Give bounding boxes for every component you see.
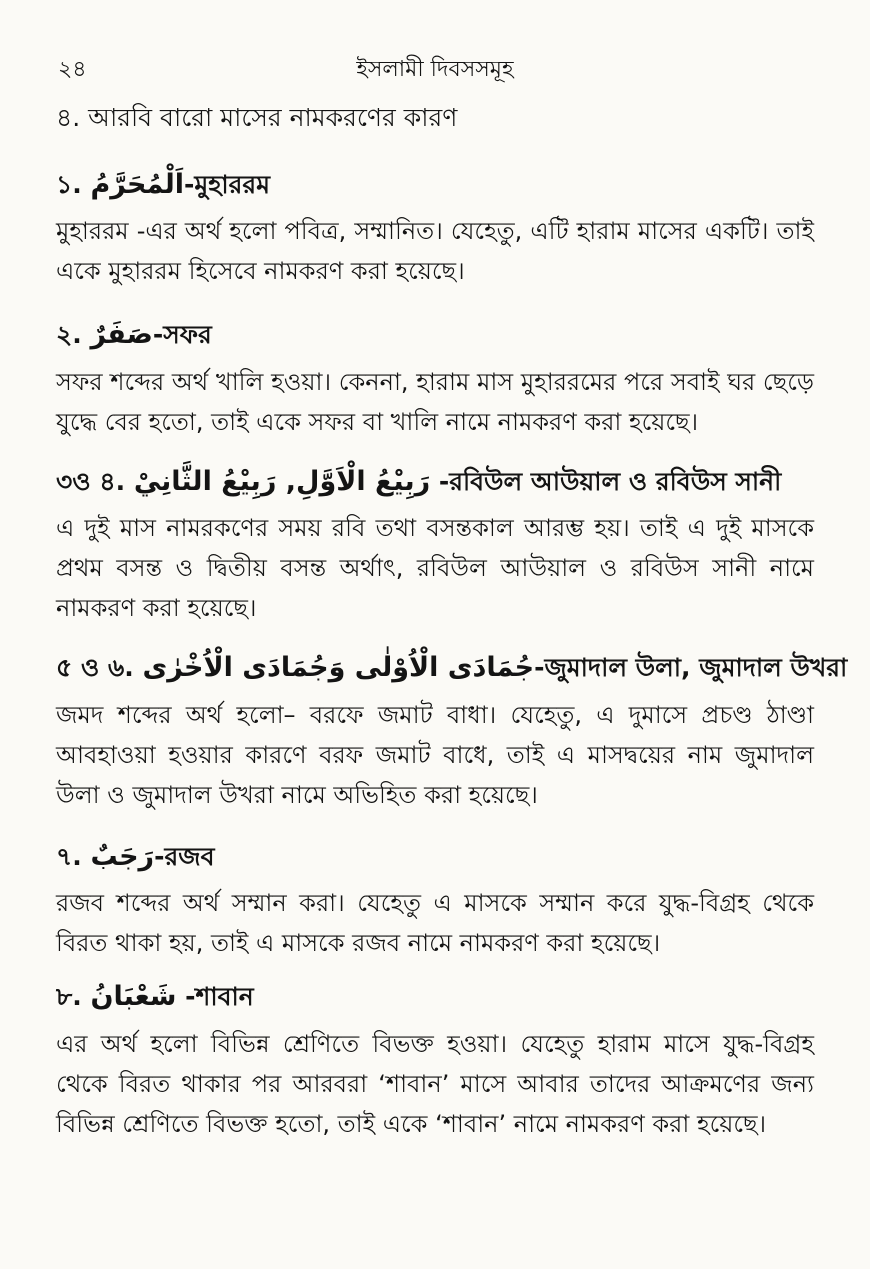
section-number: ৮.: [56, 982, 82, 1012]
section-text: মুহাররম -এর অর্থ হলো পবিত্র, সম্মানিত। যেহেতু, এটি হারাম মাসের একটি। তাই একে মুহাররম হিসেবে নামকরণ করা হয়েছে।: [56, 217, 814, 286]
section-number: ২.: [56, 320, 82, 350]
section-heading: [56, 464, 814, 500]
section-text: সফর শব্দের অর্থ খালি হওয়া। কেননা, হারাম মাস মুহাররমের পরে সবাই ঘর ছেড়ে যুদ্ধে বের হতো, তাই একে সফর বা খালি নামে নামকরণ করা হয়েছে।: [56, 367, 814, 436]
section-rabi: [56, 464, 814, 628]
section-heading: [56, 839, 814, 875]
page-content: [56, 98, 848, 1144]
page-header: [58, 52, 812, 86]
chapter-title: ৪. আরবি বারো মাসের নামকরণের কারণ: [56, 103, 458, 132]
section-rajab: [56, 839, 814, 963]
section-text: রজব শব্দের অর্থ সম্মান করা। যেহেতু এ মাসকে সম্মান করে যুদ্ধ-বিগ্রহ থেকে বিরত থাকা হয়, তাই এ মাসকে রজব নামে নামকরণ করা হয়েছে।: [56, 889, 814, 958]
section-text: এর অর্থ হলো বিভিন্ন শ্রেণিতে বিভক্ত হওয়া। যেহেতু হারাম মাসে যুদ্ধ-বিগ্রহ থেকে বিরত থাকার পর আরবরা ‘শাবান’ মাসে আবার তাদের আক্রমণের জন্য বিভিন্ন শ্রেণিতে বিভক্ত হতো, তাই একে ‘শাবান’ নামে নামকরণ করা হয়েছে।: [56, 1029, 814, 1138]
section-heading: [56, 167, 814, 203]
month-name: -রবিউল আউয়াল ও রবিউস সানী: [438, 466, 782, 496]
arabic-month-name: شَعْبَانُ: [90, 981, 177, 1013]
section-safar: [56, 317, 814, 441]
section-shaban: [56, 979, 814, 1143]
month-name: -মুহাররম: [184, 170, 271, 199]
section-number: ৩ও ৪.: [56, 466, 126, 496]
section-number: ৫ ও ৬.: [56, 653, 134, 683]
arabic-month-name: اَلْمُحَرَّمُ: [90, 169, 184, 200]
section-heading: [56, 317, 814, 353]
month-name: -শাবান: [185, 982, 254, 1012]
arabic-month-name: رَجَبٌ: [90, 840, 155, 872]
section-heading: [56, 979, 814, 1015]
section-text: জমদ শব্দের অর্থ হলো– বরফে জমাট বাধা। যেহেতু, এ দুমাসে প্রচণ্ড ঠাণ্ডা আবহাওয়া হওয়ার কারণে বরফ জমাট বাধে, তাই এ মাসদ্বয়ের নাম জুমাদাল উলা ও জুমাদাল উখরা নামে অভিহিত করা হয়েছে।: [56, 700, 814, 809]
section-heading: [56, 650, 848, 686]
page-number: ২৪: [58, 57, 87, 82]
arabic-month-name: جُمَادَى الْاُوْلٰى وَجُمَادَى الْاُخْرٰى: [142, 652, 535, 684]
month-name: -সফর: [152, 320, 212, 350]
month-name: -রজব: [154, 841, 215, 871]
section-jumada: [56, 650, 848, 814]
arabic-month-name: صَفَرٌ: [90, 319, 153, 351]
arabic-month-name: رَبِيْعُ الْاَوَّلِ, رَبِيْعُ الثَّانِيْ: [133, 465, 431, 497]
section-number: ১.: [56, 170, 82, 199]
month-name: -জুমাদাল উলা, জুমাদাল উখরা: [534, 653, 848, 683]
section-muharram: [56, 167, 814, 291]
section-text: এ দুই মাস নামরকণের সময় রবি তথা বসন্তকাল আরম্ভ হয়। তাই এ দুই মাসকে প্রথম বসন্ত ও দ্বিতীয় বসন্ত অর্থাৎ, রবিউল আউয়াল ও রবিউস সানী নামে নামকরণ করা হয়েছে।: [56, 514, 814, 623]
book-title: ইসলামী দিবসসমূহ: [356, 57, 514, 82]
section-number: ৭.: [56, 841, 82, 871]
